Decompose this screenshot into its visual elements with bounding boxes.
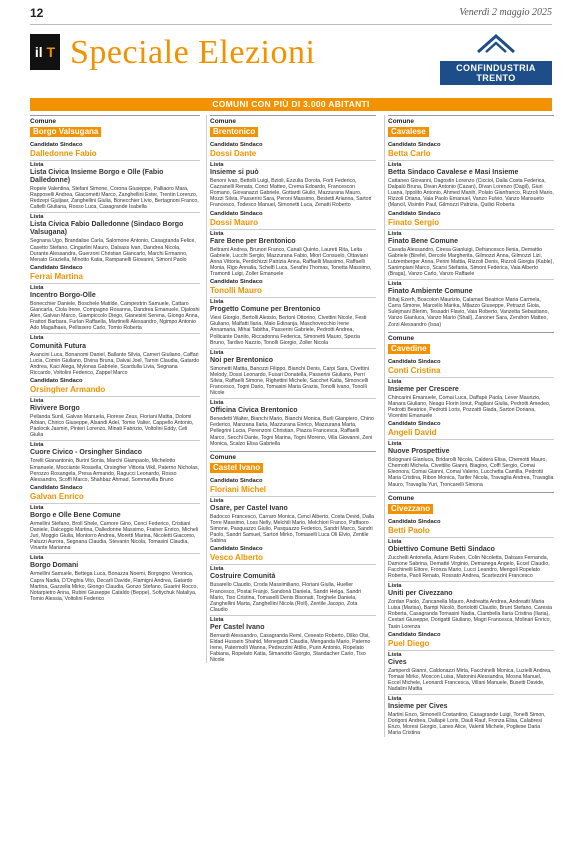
- list-name: Insieme si può: [210, 169, 259, 177]
- comune-block: [388, 332, 554, 488]
- candidate-name: Vesco Alberto: [210, 553, 264, 563]
- candidate-label: Candidato Sindaco: [388, 421, 441, 428]
- candidate-label: Candidato Sindaco: [210, 141, 263, 148]
- list-label: Lista: [388, 538, 402, 545]
- list-label: Lista: [30, 555, 44, 562]
- list-members: Ropele Valentina, Stefani Simone, Corona Giuseppe, Palliaoro Mara, Rapposelli Andrea, Giacometti Marco, Zanghellini Ester, Trentin Lorenzo, Redzepi Gjuljaar, Zanghellini Giulia, Bonecchier Livio, Bertagnoni Franco, Caltelli Giuliana, Rosso Luca, Casagrande Isabella: [30, 186, 199, 211]
- list-members: Zordan Paolo, Zancanella Mauro, Andreatta Andrea, Andreatti Maria Luisa (Marisa), Bampi Nicolò, Bortolotti Claudio, Brunt Stefano, Caresia Roberta, Casagranda Tomasini Nadia, Ciambella Ilaria Cristina (Ilaria), Cestari Giuseppe, Dorigatti Giuliano, Magri Francesca, Molinari Enrico, Tasin Lorenza: [388, 599, 553, 630]
- list-members: Badocco Francesco, Carraro Monica, Cenci Alberto, Costa Devid, Dalla Torre Massimo, Loss Nelly, Melchili Mario, Melchiori Franco, Paffaoro Simone, Pasquazzo Giulio, Pasquazzo Federico, Sandri Marco, Sandri Paolo, Sandri Samuel, Sartori Mirko, Tomaselli Luca Oli Elvio, Zentile Sabina: [210, 513, 375, 545]
- partner-logo: [440, 32, 552, 85]
- candidate-name: Galvan Enrico: [30, 491, 84, 501]
- list-name: Betta Sindaco Cavalese e Masi Insieme: [388, 169, 519, 177]
- list-name: Noi per Brentonico: [210, 356, 274, 364]
- candidate-label: Candidato Sindaco: [388, 141, 441, 148]
- list-members: Bernardi Alessandro, Casagranda Remi, Ceseato Roberto, Dilko Olsi, Eldad Hussein Shahid, Menegardi Claudia, Menganda Mario, Paterno Irene, Patermolli Wanna, Pedrezzini Attilio, Purin Antonio, Ropelato Fabiana, Ropelato Katia, Simanotto Giorgio, Standacher Carlo, Tiso Nicole: [210, 632, 371, 664]
- party-list: [210, 348, 376, 397]
- candidate-name: Dossi Mauro: [210, 217, 259, 227]
- list-label: Lista: [388, 230, 402, 237]
- candidate-label: Candidato Sindaco: [388, 518, 441, 525]
- list-members: Zamperdi Gianni, Caldonazzi Mirta, Facchinelli Monica, Luzielli Andrea, Tomasi Mirko, Moscon Luisa, Matonini Alessandra, Mosna Manuel, Eccel Michele, Leonardi Francesca, Villani Manuele, Busetti Davide, Nadalini Mattia: [388, 667, 552, 693]
- issue-date: Venerdì 2 maggio 2025: [459, 7, 552, 18]
- party-list: [210, 229, 376, 278]
- list-label: Lista: [388, 583, 402, 590]
- candidate-name: Puel Diego: [388, 638, 430, 648]
- list-members: Simonetti Mattia, Banozzi Filippo, Bianchi Denis, Carpi Sara, Civettini Melody, Dossi Leonardo, Fusari Donatella, Passerini Giuliano, Perri Silvia, Raffaelli Simone, Righettini Michele, Sacchet Katia, Simoncelli Francesco, Togni Dario, Tomasini Maria Grazia, Tonolli Ivano, Tonolli Nicole: [210, 365, 369, 397]
- newspaper-logo: il T: [30, 34, 60, 70]
- party-list: [388, 229, 554, 278]
- candidate-name: Betti Paolo: [388, 525, 430, 535]
- candidate-label: Candidato Sindaco: [30, 484, 83, 491]
- header-rule: [30, 24, 552, 25]
- list-label: Lista: [210, 299, 224, 306]
- list-name: Cuore Civico - Orsingher Sindaco: [30, 449, 143, 457]
- candidate-name: Orsingher Armando: [30, 384, 106, 394]
- comune-label: Comune: [388, 492, 554, 503]
- party-list: [30, 396, 200, 438]
- candidate-name: Conti Cristina: [388, 365, 441, 375]
- list-name: Finato Ambiente Comune: [388, 288, 473, 296]
- list-name: Insieme per Cives: [388, 703, 448, 711]
- comune-name: Borgo Valsugana: [30, 127, 101, 137]
- party-list: [388, 160, 554, 209]
- comune-name: Civezzano: [388, 504, 433, 514]
- list-name: Incentro Borgo-Olle: [30, 291, 96, 299]
- comune-name: Brentonico: [210, 127, 258, 137]
- party-list: [30, 160, 200, 210]
- list-name: Lista Civica Insieme Borgo e Olle (Fabio Dalledonne): [30, 169, 164, 185]
- party-list: [30, 333, 200, 375]
- party-list: [388, 650, 554, 692]
- list-members: Pellanda Sunil, Galvan Manuela, Fiorese Zeus, Floriani Mattia, Dolomi Arbian, Chirico Giuseppe, Alsandi Adel, Tomio Valter, Cappello Antonio, Paolocik Jasmin, Pinteri Lorenzo, Minati Fabrizio, Voltolini Eddy, Celi Giulia: [30, 414, 194, 439]
- list-members: Armellini Stefano, Broll Shele, Camore Gino, Cenci Federico, Cristiani Daniele, Dalceggio Martina, Dalledonne Massimo, Frainer Enrico, Micheli Juri, Moggio Giulia, Montorro Andrea, Moretti Marina, Nicoletti Giacomo, Paluzzi Aurora, Segnana Claudia, Stevanin Nicola, Tomasini Claudia, Vinante Marianna: [30, 520, 199, 552]
- section-banner: COMUNI CON PIÙ DI 3.000 ABITANTI: [30, 98, 552, 111]
- column-middle: [206, 115, 376, 663]
- candidate-label: Candidato Sindaco: [210, 546, 263, 553]
- comune-name: Castel Ivano: [210, 463, 263, 473]
- list-label: Lista: [388, 378, 402, 385]
- comune-name: Cavalese: [388, 127, 429, 137]
- list-members: Benoni Ivan, Bettolli Luigi, Bzioli, Ezzulia Dorota, Forti Federico, Cazzanelli Renata, Conci Matteo, Crema Edoardo, Francescon Romano, Giovanazzi Gabriele, Gottardi Giulio, Mazzurana Mauro, Mozzi Silvia, Passerini Sara, Peroni Massimo, Bestetti Arianna, Sartori Francesco, Todesco Manuel, Simonetti Luca, Zenatti Roberto: [210, 178, 372, 209]
- comune-block: [388, 115, 554, 328]
- candidate-name: Finato Sergio: [388, 217, 440, 227]
- list-members: Beltrami Andrea, Brunori Franco, Canali Quinto, Laureti Rita, Leita Gabriele, Lucchi Sergio, Mazzurana Fabio, Miori Consuelo, Ottaviani Anna Vittoria, Perdichizzi Patrizia Anna, Raffaelli Massimo, Raffaelli Monia, Rigo Annalia, Schelfi Luca, Serafini Thomas, Tonetta Massimo, Tramonti Luigi, Zoller Emanuele: [210, 246, 372, 278]
- list-name: Progetto Comune per Brentonico: [210, 306, 321, 314]
- party-list: [210, 564, 376, 613]
- comune-block: [388, 492, 554, 737]
- list-name: Borgo e Olle Bene Comune: [30, 511, 121, 519]
- list-members: Viesi Giorgio, Bertolli Alessio, Bertoni Ottorino, Civettini Nicole, Festi Giuliano, Malfatti Ilaria, Malo Edinanja, Maschovecchio Irene Annamaria, Mihai Tabitha, Passerini Gabriele, Pedrotti Andrea, Pollicante Danilo, Riccadonna Federica, Simonetti Mauro, Spezia Bruno, Tardivo Nazzio, Tonolli Giorgio, Zoller Nicola: [210, 315, 367, 346]
- list-label: Lista: [388, 281, 402, 288]
- party-list: [210, 496, 376, 545]
- party-list: [30, 283, 200, 332]
- party-list: [388, 694, 554, 736]
- candidate-name: Tonolli Mauro: [210, 286, 262, 296]
- list-name: Per Castel Ivano: [210, 623, 265, 631]
- candidate-label: Candidato Sindaco: [388, 631, 441, 638]
- list-name: Cives: [388, 658, 407, 666]
- list-label: Lista: [30, 214, 44, 221]
- list-members: Zucchelli Antonella, Adami Ruben, Colin Nicoletta, Dalsass Fernanda, Damone Sabrina, Dematté Virginio, Demanega Angelo, Eccel Claudio, Facchinelli Ettore, Fronza Mario, Lucci Leandro, Mengoli Ropelato Roberta, Paoli Renato, Rossato Andrea, Scartezzini Francesco: [388, 554, 550, 579]
- candidate-label: Candidato Sindaco: [388, 210, 441, 217]
- candidate-label: Candidato Sindaco: [30, 377, 83, 384]
- comune-block: [30, 115, 200, 602]
- list-name: Officina Civica Brentonico: [210, 407, 298, 415]
- candidate-label: Candidato Sindaco: [210, 477, 263, 484]
- list-name: Comunità Futura: [30, 342, 86, 350]
- list-members: Armellini Samuele, Bettega Luca, Bonazza Noemi, Borgogno Veronica, Capra Nadia, D'Onghia Vito, Decarli Davide, Flamigni Andrea, Gatardo Martina, Gazzella Mirko, Giongo Claudia, Gonzo Stefano, Guarini Rocco, Notarpietro Anna, Rubini Giuseppe Cataldo (Beppe), Sofiychuk Nataliya, Tomio Alessia, Voltolini Federico: [30, 571, 198, 602]
- comune-block: [210, 115, 376, 447]
- list-label: Lista: [30, 284, 44, 291]
- list-members: Avancini Luca, Bonanomi Daniel, Ballante Silvia, Carneri Giuliano, Caffari Lucia, Comin Giuliano, Divina Bruna, Dalvai Joel, Tarnin Claudia, Gatardo Andrea, Kaci Alega, Mylonas Gabriele, Scardulla Livia, Segnana Riccardo, Voltolini Federico, Zappel Marco: [30, 351, 200, 376]
- list-members: Segnana Ugo, Brandalise Carla, Salomone Antonio, Casagranda Felice, Casetto Stefano, Cingarlini Mauro, Dalsass Ivan, Dandrea Nicola, Durante Alessandra, Guerzoni Christian Giancarlo, Marchi Ermanno, Menato Graziella, Minotto Katia, Rampanelli Giovanni, Simoni Paolo: [30, 238, 196, 263]
- comune-label: Comune: [210, 115, 376, 126]
- column-left: [30, 115, 200, 602]
- candidate-label: Candidato Sindaco: [210, 210, 263, 217]
- list-members: Cavada Alessandro, Ciresa Gianluigi, Defrancesco Ilenia, Demattio Gabriele (Birefel, Dercole Margherita, Gilmozzi Anna, Gilmozzi Lizi, Lutzemberger Anna, Perini Mattia, Rizzoli Denis, Rizzoli Giorgia (Kable), Sanimpiani Marco, Scarsi Stefania, Simoni Federica, Vaia Alberto (Braga), Vanzo Carlo, Vanzo Raffaele: [388, 246, 554, 278]
- comune-label: Comune: [388, 332, 554, 343]
- list-label: Lista: [210, 161, 224, 168]
- section-title: Speciale Elezioni: [70, 34, 316, 71]
- list-label: Lista: [30, 335, 44, 342]
- candidate-label: Candidato Sindaco: [30, 264, 83, 271]
- list-name: Nuove Prospettive: [388, 448, 450, 456]
- comune-block: [210, 451, 376, 664]
- list-name: Rivivere Borgo: [30, 405, 80, 413]
- candidate-name: Ferrai Martina: [30, 271, 83, 281]
- list-label: Lista: [210, 497, 224, 504]
- column-right: [384, 115, 554, 737]
- list-label: Lista: [30, 442, 44, 449]
- list-members: Bolognani Gianluca, Bridarolli Nicola, Caldera Elisa, Chemotti Mauro, Chemotti Michela, Civettilio Gianni, Biagino, Coffi Sergio, Comai Eleonora, Comai Gianni, Comai Valerio, Lucchetta Camilla, Pedrotti Maria Cristina, Ribon Monica, Tarifer Nicola, Travaglia Andrea, Travaglia Mauro, Travaglia Yuri, Troncarelli Simona: [388, 457, 554, 488]
- candidate-label: Candidato Sindaco: [210, 279, 263, 286]
- page-number: 12: [30, 6, 44, 20]
- list-members: Martini Enzo, Simonelli Costantino, Casagrande Luigi, Tonelli Simon, Dorigoni Andrea, Dallapè Loris, Dauli Rauf, Fronza Elisa, Calabresi Enzo, Moresi Giorgio, Lanes Alice, Valenti Michele, Pogliese Daria Maria Cristina: [388, 712, 546, 737]
- list-label: Lista: [210, 400, 224, 407]
- list-name: Osare, per Castel Ivano: [210, 504, 288, 512]
- list-label: Lista: [388, 651, 402, 658]
- list-members: Chincarini Emanuele, Comai Luca, Daffapè Paola, Lever Maurizio, Manara Giuliano, Neagu Florin Ionut, Pagliani Giulia, Pedrotti Amedeo, Pedrotti Beatrice, Pedrotti Loris, Pozzatti Giada, Sartori Doriana, Vicentini Emanuele: [388, 394, 551, 419]
- list-name: Borgo Domani: [30, 562, 79, 570]
- party-list: [210, 160, 376, 209]
- party-list: [388, 581, 554, 630]
- list-label: Lista: [388, 441, 402, 448]
- list-name: Finato Bene Comune: [388, 237, 459, 245]
- party-list: [30, 212, 200, 262]
- list-name: Lista Civica Fabio Dalledonne (Sindaco Borgo Valsugana): [30, 221, 184, 237]
- list-members: Bonecchier Daniele, Boschele Matilde, Campestrin Samuele, Cattaro Giancarla, Ciola Irene, Compagno Rosanna, Dandrea Emanuele, Djaloshi Alen, Galvan Marco, Giampiccolo Diego, Gianesini Serena, Giongo Anna, Frattori Barbara, Furlan Raffaella, Martinelli Alessandro, Ngimpo Antonio Ado Magalhaes, Pellissero Carlo, Tomio Roberta: [30, 300, 200, 332]
- list-name: Fare Bene per Brentonico: [210, 237, 296, 245]
- candidate-name: Dalledonne Fabio: [30, 148, 97, 158]
- party-list: [210, 297, 376, 346]
- partner-name: CONFINDUSTRIA TRENTO: [440, 61, 552, 85]
- list-label: Lista: [210, 616, 224, 623]
- list-label: Lista: [210, 230, 224, 237]
- list-label: Lista: [388, 161, 402, 168]
- list-name: Costruire Comunità: [210, 573, 276, 581]
- list-label: Lista: [30, 161, 44, 168]
- candidate-name: Dossi Dante: [210, 148, 257, 158]
- party-list: [388, 537, 554, 579]
- party-list: [210, 398, 376, 447]
- party-list: [388, 279, 554, 328]
- list-label: Lista: [30, 504, 44, 511]
- page-header: [0, 0, 580, 26]
- comune-name: Cavedine: [388, 344, 430, 354]
- candidate-name: Floriani Michel: [210, 484, 267, 494]
- list-name: Obiettivo Comune Betti Sindaco: [388, 545, 495, 553]
- partner-mark-icon: [474, 32, 518, 54]
- candidate-name: Angeli David: [388, 428, 437, 438]
- list-members: Cattaneo Giovanni, Dagostin Lorenzo (Cicciol, Dalla Costa Federica, Dalpalù Bruna, Divan Antonio (Cazan), Divan Lorenzo (Dagil), Giuri Luana, Ippolito Antonio, Ahmed Manih, Polato Gianfranco, Rizzoli Mario, Rizzoli Oriana, Vaia Paolo Emanuel, Vanzo Fulvio, Vanzo Mansueto (Mancil, Visintin Paul, Gilmozzi Patrizia, Quilici Roberta: [388, 178, 554, 209]
- candidate-label: Candidato Sindaco: [30, 141, 83, 148]
- party-list: [210, 615, 376, 664]
- comune-label: Comune: [210, 451, 376, 462]
- party-list: [30, 503, 200, 552]
- list-label: Lista: [210, 349, 224, 356]
- comune-label: Comune: [388, 115, 554, 126]
- list-members: Bihaj Ezerh, Boscolon Maurizio, Calamari Beatrice Maria Carmela, Carra Simone, Marcello Marika, Milazzo Giuseppe, Petrazzi Gioia, Sulejmani Blerim, Tessadri Flavio, Vaia Roberto, Vanzetta Sebastiano, Vanzo Gianluca, Vanzo Mario (Shail), Zanoner Sara, Zendron Matteo, Zorzi Alessandro (Issa): [388, 297, 549, 328]
- candidate-label: Candidato Sindaco: [388, 358, 441, 365]
- candidate-name: Betta Carlo: [388, 148, 431, 158]
- list-members: Busarello Claudio, Croda Massimiliano, Floriani Giulia, Hueller Francesco, Postai Franjo, Sandonà Daniela, Sandri Helga, Sandri Mario, Tiso Cristina, Tomaselli Denis Bisonati, Torghele Daniela, Zanghellini Marta, Zanghellini Nicola (Roll), Zentile Jacopo, Zota Claudio: [210, 582, 362, 613]
- party-list: [388, 377, 554, 419]
- list-members: Benedetti Walter, Bianchi Mario, Bianchi Monica, Burli Gianpiero, Chino Federico, Manzana Ilaria, Mazzurana Enrico, Mazzurana Marta, Pellegrini Lucia, Perenzoni Christian, Piazza Francesca, Raffaelli Marco, Secchi Dante, Togni Marina, Togni Moreno, Villa Giovanni, Zeni Monica, Scalzo Elisa Gabriella: [210, 416, 374, 447]
- list-name: Insieme per Crescere: [388, 385, 459, 393]
- list-name: Uniti per Civezzano: [388, 590, 453, 598]
- party-list: [388, 439, 554, 488]
- list-label: Lista: [30, 397, 44, 404]
- list-members: Torelli Gianantonio, Burini Sonia, Marchi Giampaolo, Michelotto Emanuele, Mocciante Rossella, Orsingher Vittoria Vikil, Paterno Nicholas, Perozzo Rosangela, Presa Armando, Ragucci Leonardo, Rosso Alessandro, Scoffi Marco, Shahbaz Ahmad, Sommavilla Bruno: [30, 458, 200, 483]
- comune-label: Comune: [30, 115, 200, 126]
- list-label: Lista: [388, 696, 402, 703]
- party-list: [30, 440, 200, 482]
- party-list: [30, 553, 200, 602]
- list-label: Lista: [210, 566, 224, 573]
